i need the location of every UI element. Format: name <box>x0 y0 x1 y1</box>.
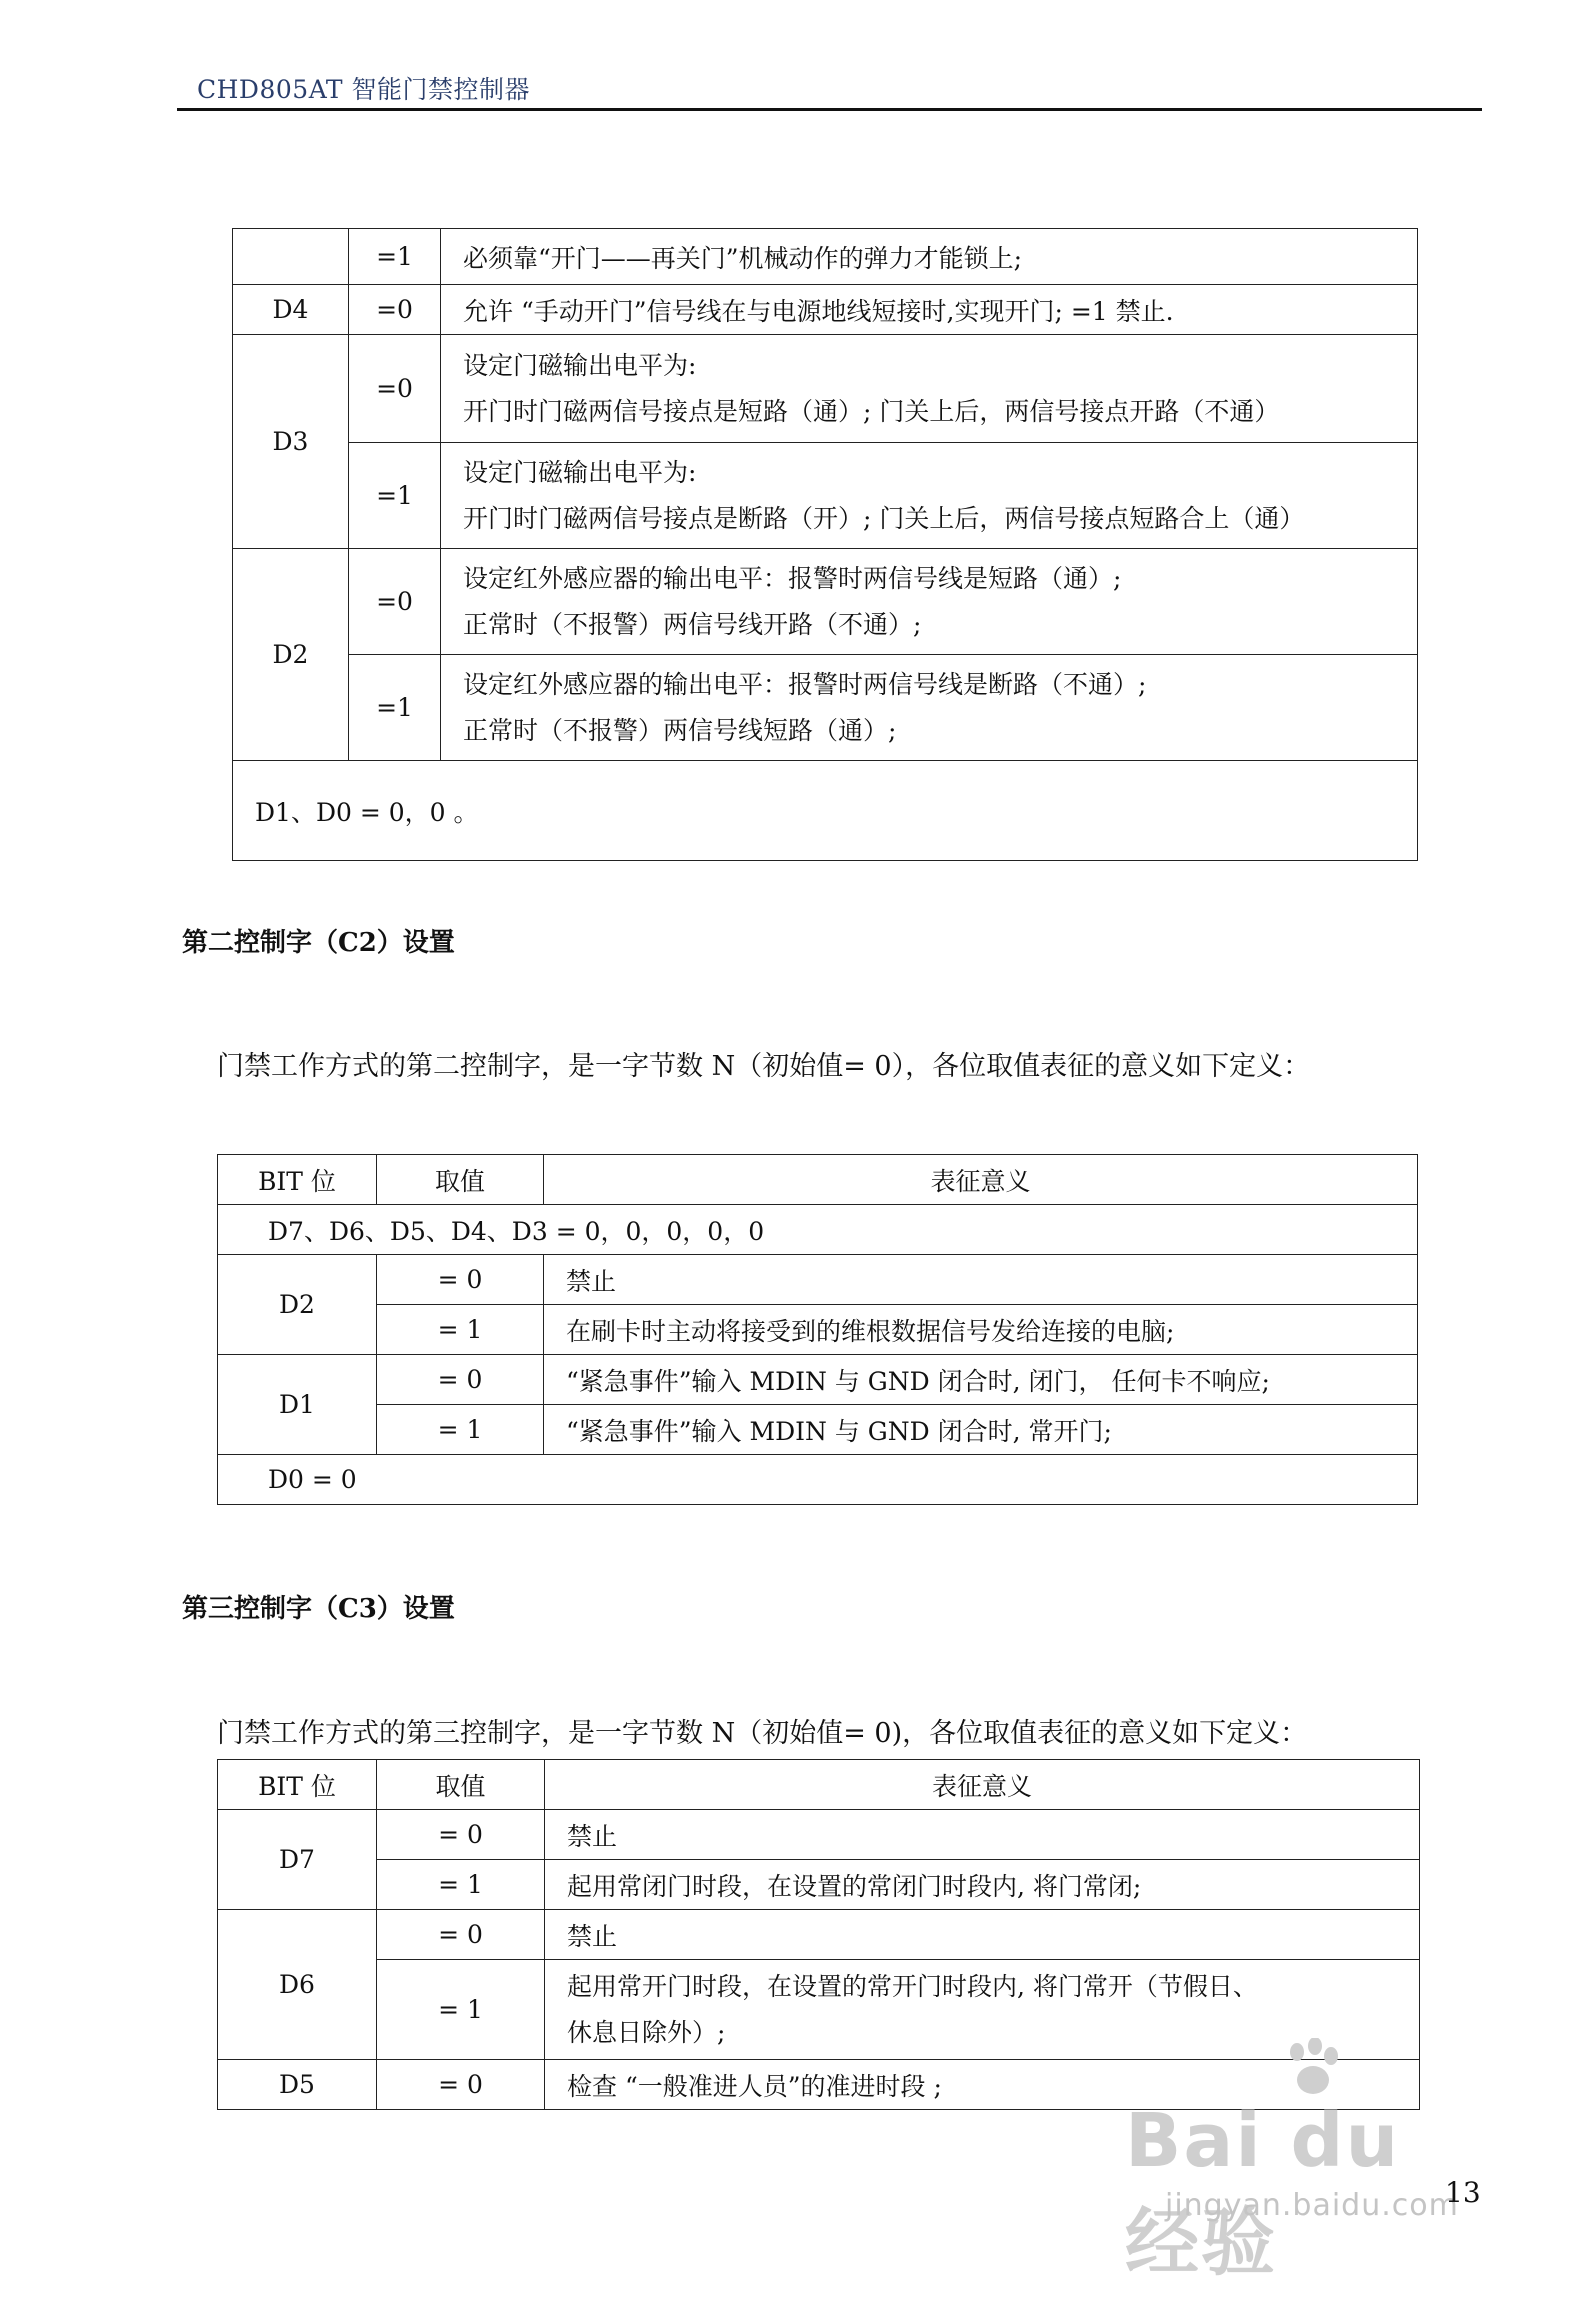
value-cell: = 1 <box>377 1860 545 1910</box>
bit-cell: D4 <box>233 285 349 335</box>
page-number: 13 <box>1445 2176 1481 2209</box>
table-row <box>218 1305 1418 1355</box>
table-header-row <box>218 1760 1420 1810</box>
value-cell: =0 <box>349 285 441 335</box>
description-cell: 禁止 <box>545 1810 1420 1860</box>
description-cell: 检查 “一般准进人员”的准进时段 ; <box>545 2060 1420 2110</box>
table-row <box>218 1455 1418 1505</box>
column-header: BIT 位 <box>218 1760 377 1810</box>
table-row <box>233 761 1418 861</box>
baidu-jingyan-watermark <box>1125 2038 1485 2286</box>
table-row <box>218 1355 1418 1405</box>
watermark-url-text: jingyan.baidu.com <box>1165 2188 1459 2223</box>
bit-cell: D7 <box>218 1810 377 1910</box>
table-row <box>233 443 1418 549</box>
bit-cell: D5 <box>218 2060 377 2110</box>
value-cell: =1 <box>349 229 441 285</box>
bit-cell: D1 <box>218 1355 377 1455</box>
column-header: 表征意义 <box>544 1155 1418 1205</box>
value-cell: =0 <box>349 335 441 443</box>
value-cell: = 1 <box>377 1960 545 2060</box>
section-heading-c2: 第二控制字（C2）设置 <box>182 928 455 958</box>
description-cell <box>441 549 1418 655</box>
paw-icon <box>1283 2038 1343 2100</box>
description-line: 设定红外感应器的输出电平：报警时两信号线是短路（通）; <box>463 563 1122 593</box>
value-cell: =1 <box>349 443 441 549</box>
description-line: 开门时门磁两信号接点是短路（通）; 门关上后，两信号接点开路（不通） <box>463 396 1280 426</box>
header-rule <box>177 108 1482 111</box>
table-row <box>218 1205 1418 1255</box>
section-intro-c2: 门禁工作方式的第二控制字，是一字节数 N（初始值= 0），各位取值表征的意义如下定义： <box>217 1051 1311 1082</box>
description-cell: 禁止 <box>544 1255 1418 1305</box>
value-cell: =1 <box>349 655 441 761</box>
description-cell: 起用常闭门时段，在设置的常闭门时段内, 将门常闭; <box>545 1860 1420 1910</box>
value-cell: = 1 <box>377 1305 544 1355</box>
footer-cell: D1、D0 = 0，0 。 <box>233 761 1418 861</box>
description-cell <box>441 655 1418 761</box>
bit-cell <box>233 229 349 285</box>
span-cell: D7、D6、D5、D4、D3 = 0，0，0，0，0 <box>218 1205 1418 1255</box>
table-row <box>233 549 1418 655</box>
table-row <box>233 655 1418 761</box>
description-line: 起用常开门时段，在设置的常开门时段内, 将门常开（节假日、 <box>567 1971 1258 2001</box>
table-row <box>233 285 1418 335</box>
table-row <box>218 1405 1418 1455</box>
description-cell <box>441 335 1418 443</box>
description-cell <box>441 443 1418 549</box>
value-cell: = 0 <box>377 2060 545 2110</box>
table-row <box>233 229 1418 285</box>
table-header-row <box>218 1155 1418 1205</box>
description-line: 设定门磁输出电平为: <box>463 457 697 487</box>
column-header: 取值 <box>377 1760 545 1810</box>
description-line: 开门时门磁两信号接点是断路（开）; 门关上后，两信号接点短路合上（通） <box>463 503 1305 533</box>
table-row <box>218 1860 1420 1910</box>
description-line: 休息日除外）; <box>567 2017 726 2047</box>
column-header: BIT 位 <box>218 1155 377 1205</box>
value-cell: =0 <box>349 549 441 655</box>
description-line: 设定门磁输出电平为: <box>463 350 697 380</box>
description-cell: 必须靠“开门——再关门”机械动作的弹力才能锁上; <box>441 229 1418 285</box>
description-line: 正常时（不报警）两信号线开路（不通）; <box>463 609 922 639</box>
value-cell: = 0 <box>377 1355 544 1405</box>
description-cell: 允许 “手动开门”信号线在与电源地线短接时,实现开门; =1 禁止. <box>441 285 1418 335</box>
value-cell: = 1 <box>377 1405 544 1455</box>
description-line: 设定红外感应器的输出电平：报警时两信号线是断路（不通）; <box>463 669 1147 699</box>
description-cell: 禁止 <box>545 1910 1420 1960</box>
description-cell: “紧急事件”输入 MDIN 与 GND 闭合时, 闭门， 任何卡不响应; <box>544 1355 1418 1405</box>
document-header-title: CHD805AT 智能门禁控制器 <box>197 75 531 104</box>
bit-cell: D3 <box>233 335 349 549</box>
table-row <box>218 1810 1420 1860</box>
description-line: 正常时（不报警）两信号线短路（通）; <box>463 715 897 745</box>
bit-cell: D2 <box>218 1255 377 1355</box>
section-intro-c3: 门禁工作方式的第三控制字，是一字节数 N（初始值= 0)，各位取值表征的意义如下定义： <box>217 1718 1308 1749</box>
watermark-main-text: Bai du 经验 <box>1125 2098 1401 2286</box>
description-cell: 在刷卡时主动将接受到的维根数据信号发给连接的电脑; <box>544 1305 1418 1355</box>
column-header: 取值 <box>377 1155 544 1205</box>
value-cell: = 0 <box>377 1910 545 1960</box>
span-cell: D0 = 0 <box>218 1455 1418 1505</box>
section-heading-c3: 第三控制字（C3）设置 <box>182 1594 455 1624</box>
table-row <box>233 335 1418 443</box>
table-row <box>218 1255 1418 1305</box>
value-cell: = 0 <box>377 1255 544 1305</box>
description-cell: “紧急事件”输入 MDIN 与 GND 闭合时, 常开门; <box>544 1405 1418 1455</box>
c2-bit-table <box>217 1154 1418 1505</box>
value-cell: = 0 <box>377 1810 545 1860</box>
column-header: 表征意义 <box>545 1760 1420 1810</box>
bit-cell: D2 <box>233 549 349 761</box>
bit-cell: D6 <box>218 1910 377 2060</box>
c1-bit-table <box>232 228 1418 861</box>
table-row <box>218 1910 1420 1960</box>
